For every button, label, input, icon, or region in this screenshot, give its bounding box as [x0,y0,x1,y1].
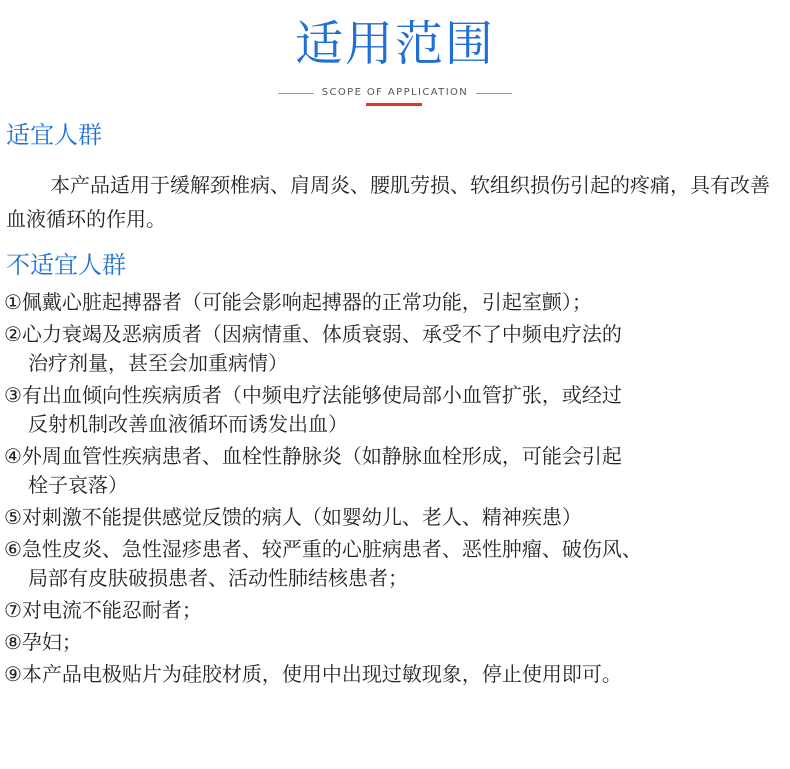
list-item [4,288,786,317]
contraindication-list [4,288,786,689]
list-item-text: ②心力衰竭及恶病质者（因病情重、体质衰弱、承受不了中频电疗法的 [4,322,622,346]
list-item-text: ⑥急性皮炎、急性湿疹患者、较严重的心脏病患者、恶性肿瘤、破伤风、 [4,537,642,561]
list-item-continuation: 栓子哀落） [28,473,128,497]
list-item-continuation: 局部有皮肤破损患者、活动性肺结核患者； [28,566,408,590]
list-item [4,535,786,593]
list-item-text: ④外周血管性疾病患者、血栓性静脉炎（如静脉血栓形成，可能会引起 [4,444,622,468]
page-title: 适用范围 [294,16,495,72]
list-item-text: ⑤对刺激不能提供感觉反馈的病人（如婴幼儿、老人、精神疾患） [4,505,582,529]
list-item [4,628,786,657]
list-item [4,596,786,625]
suitable-paragraph: 本产品适用于缓解颈椎病、肩周炎、腰肌劳损、软组织损伤引起的疼痛，具有改善血液循环的作用。 [6,173,770,231]
suitable-heading: 适宜人群 [6,121,102,149]
page-subtitle: SCOPE OF APPLICATION [321,87,469,98]
list-item-continuation: 反射机制改善血液循环而诱发出血） [28,412,348,436]
list-item-text: ③有出血倾向性疾病质者（中频电疗法能够使局部小血管扩张，或经过 [4,383,622,407]
list-item-text: ①佩戴心脏起搏器者（可能会影响起搏器的正常功能，引起室颤）； [4,290,592,314]
list-item [4,381,786,439]
subtitle-rule-left [278,93,314,94]
list-item-continuation: 治疗剂量，甚至会加重病情） [28,351,288,375]
list-item-text: ⑨本产品电极贴片为硅胶材质，使用中出现过敏现象，停止使用即可。 [4,662,622,686]
title-accent-bar [366,103,422,106]
subtitle-rule-right [476,93,512,94]
list-item [4,660,786,689]
list-item [4,503,786,532]
unsuitable-heading: 不适宜人群 [6,251,126,279]
list-item [4,320,786,378]
list-item-text: ⑧孕妇； [4,630,82,654]
subtitle-row [0,86,790,100]
list-item-text: ⑦对电流不能忍耐者； [4,598,202,622]
list-item [4,442,786,500]
